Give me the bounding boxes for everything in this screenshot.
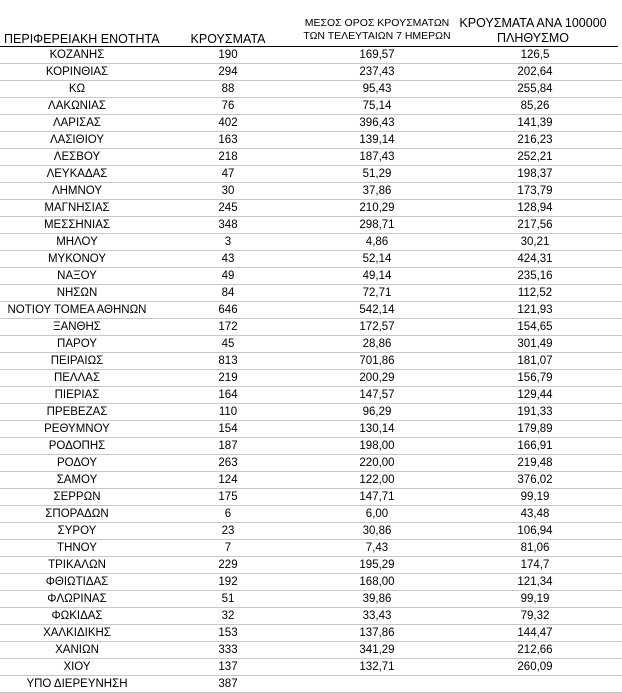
cell-cases-per-100k: 217,56 [517, 219, 553, 231]
cell-seven-day-average: 51,29 [362, 168, 392, 180]
cell-cases: 263 [218, 457, 238, 469]
cell-region: ΦΛΩΡΙΝΑΣ [47, 593, 107, 605]
cell-cases-per-100k: 255,84 [517, 83, 553, 95]
cell-region: ΛΑΚΩΝΙΑΣ [48, 100, 106, 112]
cell-cases-per-100k: 424,31 [517, 253, 553, 265]
cell-cases: 49 [221, 270, 235, 282]
cell-cases: 3 [224, 236, 232, 248]
cell-region: ΠΕΛΛΑΣ [53, 372, 101, 384]
cell-seven-day-average: 210,29 [359, 202, 395, 214]
cell-cases-per-100k: 202,64 [517, 66, 553, 78]
cell-cases: 76 [221, 100, 235, 112]
cell-cases: 333 [218, 644, 238, 656]
cell-seven-day-average: 49,14 [362, 270, 392, 282]
cell-seven-day-average: 341,29 [359, 644, 395, 656]
cell-cases-per-100k: 181,07 [517, 355, 553, 367]
table-row [0, 319, 622, 336]
cell-cases-per-100k: 156,79 [517, 372, 553, 384]
table-row [0, 353, 622, 370]
cell-seven-day-average: 130,14 [359, 423, 395, 435]
header-cases-per-100k [452, 16, 614, 46]
cell-seven-day-average: 139,14 [359, 134, 395, 146]
header-region: ΠΕΡΙΦΕΡΕΙΑΚΗ ΕΝΟΤΗΤΑ [4, 32, 160, 46]
table-row [0, 302, 622, 319]
cell-cases-per-100k: 85,26 [520, 100, 550, 112]
cell-seven-day-average: 195,29 [359, 559, 395, 571]
cell-region: ΛΑΡΙΣΑΣ [52, 117, 102, 129]
cell-seven-day-average: 95,43 [362, 83, 392, 95]
cell-region: ΛΕΣΒΟΥ [53, 151, 101, 163]
cell-cases: 387 [218, 678, 238, 690]
cell-region: ΚΟΡΙΝΘΙΑΣ [45, 66, 109, 78]
cell-region: ΞΑΝΘΗΣ [53, 321, 101, 333]
cell-region: ΝΑΞΟΥ [57, 270, 97, 282]
cell-seven-day-average: 172,57 [359, 321, 395, 333]
cell-seven-day-average: 4,86 [365, 236, 389, 248]
cell-cases: 245 [218, 202, 238, 214]
cell-cases-per-100k: 126,5 [520, 49, 550, 61]
cell-cases: 164 [218, 389, 238, 401]
cell-cases: 402 [218, 117, 238, 129]
cell-cases: 646 [218, 304, 238, 316]
cell-region: ΚΟΖΑΝΗΣ [49, 49, 105, 61]
cell-cases: 175 [218, 491, 238, 503]
table-row [0, 149, 622, 166]
cell-cases-per-100k: 112,52 [517, 287, 553, 299]
cell-seven-day-average: 298,71 [359, 219, 395, 231]
cell-cases: 348 [218, 219, 238, 231]
cell-seven-day-average: 147,71 [359, 491, 395, 503]
table-header [0, 0, 622, 48]
cell-cases: 172 [218, 321, 238, 333]
header-avg-line1: ΜΕΣΟΣ ΟΡΟΣ ΚΡΟΥΣΜΑΤΩΝ [304, 17, 450, 29]
cell-seven-day-average: 237,43 [359, 66, 395, 78]
cell-cases: 163 [218, 134, 238, 146]
table-row [0, 625, 622, 642]
cell-seven-day-average: 72,71 [362, 287, 392, 299]
cell-cases: 7 [224, 542, 232, 554]
cell-cases: 153 [218, 627, 238, 639]
table-row [0, 523, 622, 540]
header-avg-line2: ΤΩΝ ΤΕΛΕΥΤΑΙΩΝ 7 ΗΜΕΡΩΝ [303, 30, 451, 42]
cell-region: ΣΕΡΡΩΝ [53, 491, 101, 503]
cell-region: ΣΠΟΡΑΔΩΝ [45, 508, 109, 520]
table-row [0, 676, 622, 693]
cell-region: ΧΑΛΚΙΔΙΚΗΣ [43, 627, 111, 639]
table-row [0, 608, 622, 625]
table-row [0, 472, 622, 489]
table-row [0, 336, 622, 353]
table-row [0, 234, 622, 251]
cell-cases-per-100k: 99,19 [520, 491, 550, 503]
cell-region: ΠΕΙΡΑΙΩΣ [50, 355, 104, 367]
header-seven-day-average [298, 17, 456, 43]
table-row [0, 200, 622, 217]
cell-region: ΛΑΣΙΘΙΟΥ [49, 134, 105, 146]
cell-region: ΦΘΙΩΤΙΔΑΣ [45, 576, 109, 588]
cell-cases: 45 [221, 338, 235, 350]
cell-cases-per-100k: 106,94 [517, 525, 553, 537]
cell-region: ΧΙΟΥ [63, 661, 91, 673]
cell-cases: 110 [218, 406, 238, 418]
cell-region: ΜΗΛΟΥ [56, 236, 98, 248]
table-row [0, 115, 622, 132]
cell-seven-day-average: 187,43 [359, 151, 395, 163]
cell-cases: 192 [218, 576, 238, 588]
cell-region: ΡΟΔΟΥ [56, 457, 98, 469]
cell-cases-per-100k: 173,79 [517, 185, 553, 197]
cell-cases-per-100k: 30,21 [520, 236, 550, 248]
cell-cases: 6 [224, 508, 232, 520]
cell-region: ΜΥΚΟΝΟΥ [47, 253, 107, 265]
cell-cases-per-100k: 212,66 [517, 644, 553, 656]
cell-cases: 124 [218, 474, 238, 486]
cell-seven-day-average: 168,00 [359, 576, 395, 588]
header-per100k-line2: ΠΛΗΘΥΣΜΟ [497, 31, 569, 45]
table-row [0, 98, 622, 115]
cell-cases: 47 [221, 168, 235, 180]
table-row [0, 404, 622, 421]
cell-region: ΜΑΓΝΗΣΙΑΣ [44, 202, 110, 214]
table-row [0, 268, 622, 285]
cell-cases-per-100k: 121,34 [517, 576, 553, 588]
cell-seven-day-average: 96,29 [362, 406, 392, 418]
cell-region: ΝΟΤΙΟΥ ΤΟΜΕΑ ΑΘΗΝΩΝ [7, 304, 147, 316]
cell-region: ΠΑΡΟΥ [57, 338, 97, 350]
cell-region: ΠΡΕΒΕΖΑΣ [46, 406, 108, 418]
table-row [0, 540, 622, 557]
cell-region: ΛΕΥΚΑΔΑΣ [46, 168, 108, 180]
cell-cases: 23 [221, 525, 235, 537]
cell-seven-day-average: 147,57 [359, 389, 395, 401]
cell-cases-per-100k: 174,7 [520, 559, 550, 571]
cell-cases-per-100k: 376,02 [517, 474, 553, 486]
table-row [0, 438, 622, 455]
cell-seven-day-average: 37,86 [362, 185, 392, 197]
cell-seven-day-average: 198,00 [359, 440, 395, 452]
cell-region: ΣΑΜΟΥ [56, 474, 98, 486]
cell-seven-day-average: 7,43 [365, 542, 389, 554]
cell-region: ΤΡΙΚΑΛΩΝ [48, 559, 106, 571]
cell-cases: 137 [218, 661, 238, 673]
table-row [0, 183, 622, 200]
table-row [0, 132, 622, 149]
table-row [0, 387, 622, 404]
cell-cases-per-100k: 144,47 [517, 627, 553, 639]
cell-region: ΡΟΔΟΠΗΣ [48, 440, 106, 452]
cell-seven-day-average: 52,14 [362, 253, 392, 265]
cell-seven-day-average: 132,71 [359, 661, 395, 673]
table-row [0, 285, 622, 302]
table-row [0, 81, 622, 98]
cell-cases-per-100k: 198,37 [517, 168, 553, 180]
cell-cases-per-100k: 166,91 [517, 440, 553, 452]
cell-seven-day-average: 542,14 [359, 304, 395, 316]
header-per100k-line1: ΚΡΟΥΣΜΑΤΑ ΑΝΑ 100000 [459, 16, 607, 30]
cell-region: ΣΥΡΟΥ [57, 525, 97, 537]
table-row [0, 506, 622, 523]
cell-cases-per-100k: 219,48 [517, 457, 553, 469]
cell-cases: 51 [221, 593, 235, 605]
cell-cases-per-100k: 43,48 [520, 508, 550, 520]
cell-cases-per-100k: 260,09 [517, 661, 553, 673]
cell-seven-day-average: 701,86 [359, 355, 395, 367]
cell-seven-day-average: 39,86 [362, 593, 392, 605]
cell-seven-day-average: 122,00 [359, 474, 395, 486]
cell-cases-per-100k: 179,89 [517, 423, 553, 435]
cell-seven-day-average: 200,29 [359, 372, 395, 384]
cell-cases: 218 [218, 151, 238, 163]
table-row [0, 217, 622, 234]
cell-region: ΝΗΣΩΝ [56, 287, 98, 299]
table-row [0, 455, 622, 472]
cell-cases: 294 [218, 66, 238, 78]
cell-cases-per-100k: 81,06 [520, 542, 550, 554]
cell-seven-day-average: 30,86 [362, 525, 392, 537]
cell-cases: 43 [221, 253, 235, 265]
cell-seven-day-average: 75,14 [362, 100, 392, 112]
cell-cases: 229 [218, 559, 238, 571]
cell-cases: 187 [218, 440, 238, 452]
cell-cases-per-100k: 191,33 [517, 406, 553, 418]
cell-region: ΥΠΟ ΔΙΕΡΕΥΝΗΣΗ [26, 678, 128, 690]
cell-region: ΧΑΝΙΩΝ [55, 644, 99, 656]
cell-cases-per-100k: 128,94 [517, 202, 553, 214]
table-row [0, 574, 622, 591]
cell-cases-per-100k: 154,65 [517, 321, 553, 333]
table-row [0, 370, 622, 387]
cell-seven-day-average: 33,43 [362, 610, 392, 622]
cell-seven-day-average: 28,86 [362, 338, 392, 350]
cell-cases-per-100k: 141,39 [517, 117, 553, 129]
table-body [0, 47, 622, 693]
cell-seven-day-average: 6,00 [365, 508, 389, 520]
cell-cases-per-100k: 252,21 [517, 151, 553, 163]
table-row [0, 166, 622, 183]
cell-region: ΠΙΕΡΙΑΣ [54, 389, 100, 401]
cell-cases: 154 [218, 423, 238, 435]
cell-region: ΡΕΘΥΜΝΟΥ [44, 423, 110, 435]
cell-region: ΜΕΣΣΗΝΙΑΣ [43, 219, 111, 231]
cell-cases-per-100k: 216,23 [517, 134, 553, 146]
cell-cases: 219 [218, 372, 238, 384]
header-cases: ΚΡΟΥΣΜΑΤΑ [190, 32, 266, 46]
cell-region: ΛΗΜΝΟΥ [51, 185, 103, 197]
cell-seven-day-average: 169,57 [359, 49, 395, 61]
cell-cases-per-100k: 129,44 [517, 389, 553, 401]
table-row [0, 251, 622, 268]
cell-region: ΦΩΚΙΔΑΣ [51, 610, 103, 622]
table-row [0, 659, 622, 676]
cell-cases-per-100k: 301,49 [517, 338, 553, 350]
cell-seven-day-average: 137,86 [359, 627, 395, 639]
cell-region: ΚΩ [68, 83, 86, 95]
cell-cases-per-100k: 99,19 [520, 593, 550, 605]
cell-cases-per-100k: 79,32 [520, 610, 550, 622]
cell-seven-day-average: 220,00 [359, 457, 395, 469]
cell-region: ΤΗΝΟΥ [57, 542, 97, 554]
table-row [0, 591, 622, 608]
cell-cases: 813 [218, 355, 238, 367]
cell-cases: 84 [221, 287, 235, 299]
table-row [0, 489, 622, 506]
table-row [0, 421, 622, 438]
table-row [0, 557, 622, 574]
cell-cases: 190 [218, 49, 238, 61]
cell-cases: 32 [221, 610, 235, 622]
table-row [0, 64, 622, 81]
cell-cases-per-100k: 235,16 [517, 270, 553, 282]
cell-cases: 30 [221, 185, 235, 197]
table-row [0, 47, 622, 64]
cell-cases-per-100k: 121,93 [517, 304, 553, 316]
table-row [0, 642, 622, 659]
cell-seven-day-average: 396,43 [359, 117, 395, 129]
cell-cases: 88 [221, 83, 235, 95]
